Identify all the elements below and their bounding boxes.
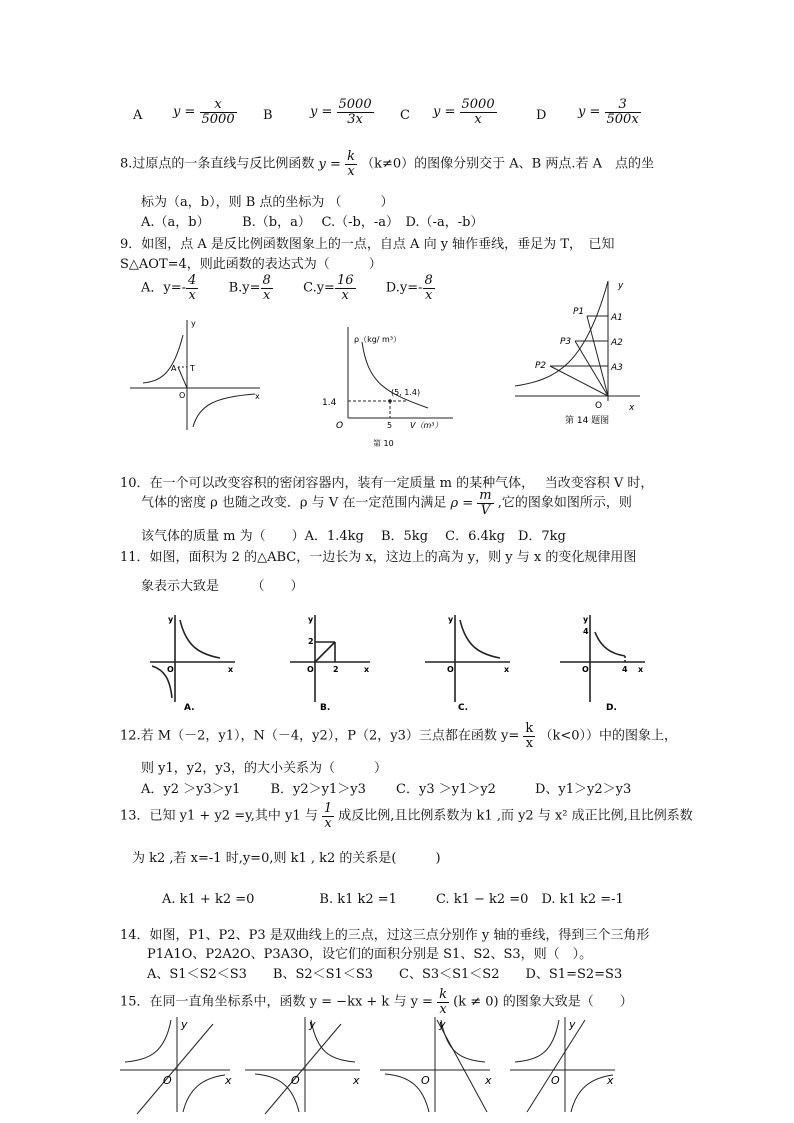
fig14-x-label: x (629, 403, 635, 413)
fig15a-o: O (163, 1074, 172, 1087)
fig14-p2: P2 (535, 361, 547, 371)
fig11d-x: x (638, 665, 644, 674)
figure-11 (140, 610, 650, 715)
fig15b-o: O (291, 1074, 300, 1087)
q7-d-formula: y = $\frac{3}{500x}$ (578, 97, 639, 127)
q7-c-label: C (400, 108, 410, 123)
fig9-origin: O (179, 391, 186, 400)
q7-d-label: D (536, 108, 547, 123)
q10-line3: 该气体的质量 m 为（ ）A．1.4kg B．5kg C．6.4kg D．7kg (141, 529, 566, 544)
q7-c-formula: y = $\frac{5000}{x}$ (433, 97, 495, 127)
fig9-x-label: x (255, 392, 260, 401)
q12-line2: 则 y1，y2，y3，的大小关系为（ ） (141, 761, 387, 776)
fig10-origin: O (336, 421, 344, 431)
q7-options (0, 96, 794, 136)
fig15d-x: x (607, 1074, 614, 1087)
q14-line1: 14．如图，P1、P2、P3 是双曲线上的三点，过这三点分别作 y 轴的垂线，得到三个三角形 (120, 928, 650, 943)
q12-line1: 12.若 M（－2，y1），N（－4，y2），P（2，y3）三点都在函数 y= $\frac{k}{x}$ （k<0））中的图象上， (120, 721, 677, 751)
fig11d-four-x: 4 (622, 665, 628, 674)
fig11d-four-y: 4 (583, 627, 589, 636)
q8-options: A.（a，b） B.（b，a） C.（-b，-a） D.（-a，-b） (141, 215, 484, 230)
figure-14 (505, 276, 655, 426)
fig14-a2: A2 (611, 338, 623, 348)
fig11d-o: O (582, 665, 589, 674)
figure-15 (115, 1012, 615, 1120)
q14-options: A、S1＜S2＜S3 B、S2＜S1＜S3 C、S3＜S1＜S2 D、S1=S2=S3 (147, 967, 623, 982)
q7-a-label: A (133, 108, 143, 123)
fig10-v-label: V（m³） (410, 421, 443, 430)
fig14-a3: A3 (611, 363, 623, 373)
q13-line1: 13．已知 y1 + y2 =y,其中 y1 与 $\frac{1}{x}$ 成反比例,且比例系数为 k1 ,而 y2 与 x² 成正比例,且比例系数 (120, 801, 693, 831)
fig11a-y: y (168, 615, 174, 624)
q7-a-formula: y = $\frac{x}{5000}$ (173, 97, 235, 127)
fig11b-y: y (308, 615, 314, 624)
fig11d-y: y (583, 615, 589, 624)
fig15d-o: O (551, 1074, 560, 1087)
fig15c-o: O (421, 1074, 430, 1087)
fig11a-x: x (228, 665, 234, 674)
fig14-p3: P3 (560, 337, 572, 347)
q13-line2: 为 k2 ,若 x=-1 时,y=0,则 k1 , k2 的关系是( ) (132, 851, 441, 866)
q11-line1: 11．如图，面积为 2 的△ABC，一边长为 x，这边上的高为 y，则 y 与 x 的变化规律用图 (120, 550, 637, 565)
fig14-origin: O (595, 401, 603, 411)
fig9-y-label: y (191, 319, 196, 328)
q9-options: A．y=- $\frac{4}{x}$ B.y= $\frac{8}{x}$ C.y= $\frac{16}{x}$ D.y=- $\frac{8}{x}$ (141, 273, 433, 303)
q7-b-formula: y = $\frac{5000}{3x}$ (310, 97, 372, 127)
fig11a-o: O (167, 665, 174, 674)
q15-line1: 15．在同一直角坐标系中，函数 y = −kx + k 与 y = $\frac{k}{x}$ (k ≠ 0) 的图象大致是（ ） (120, 987, 633, 1017)
fig10-caption: 第 10 (373, 439, 394, 448)
fig11c-x: x (504, 665, 510, 674)
q7-b-label: B (263, 108, 273, 123)
fig11b-two-y: 2 (308, 637, 314, 646)
figure-9 (125, 315, 265, 435)
fig15b-x: x (353, 1074, 360, 1087)
fig11-label-c: C. (458, 703, 469, 713)
fig14-p1: P1 (573, 307, 585, 317)
fig10-point-label: (5, 1.4) (391, 388, 421, 397)
q14-line2: P1A1O、P2A2O、P3A3O，设它们的面积分别是 S1、S2、S3，则（ ）。 (147, 947, 593, 962)
fig11c-o: O (447, 665, 454, 674)
fig11c-y: y (448, 615, 454, 624)
fig11-label-b: B. (320, 703, 331, 713)
fig15b-y: y (309, 1018, 316, 1031)
q9-line1: 9．如图，点 A 是反比例函数图象上的一点，自点 A 向 y 轴作垂线，垂足为 T， 已知 (120, 237, 615, 252)
fig11b-o: O (307, 665, 314, 674)
fig15a-y: y (181, 1018, 188, 1031)
q11-line2: 象表示大致是 （ ） (141, 579, 304, 594)
fig11b-x: x (364, 665, 370, 674)
fig14-y-label: y (618, 281, 624, 291)
fig15a-x: x (225, 1074, 232, 1087)
fig11-label-d: D. (606, 703, 617, 713)
q12-options: A．y2 ＞y3＞y1 B．y2＞y1＞y3 C．y3 ＞y1＞y2 D、y1＞y2＞y3 (141, 782, 632, 797)
fig9-point-t: T (190, 364, 195, 373)
q9-line2: S△AOT=4，则此函数的表达式为（ ） (120, 257, 382, 272)
q10-line1: 10．在一个可以改变容积的密闭容器内，装有一定质量 m 的某种气体， 当改变容积 V 时， (120, 476, 654, 491)
fig15c-y: y (439, 1018, 446, 1031)
q10-line2: 气体的密度 ρ 也随之改变．ρ 与 V 在一定范围内满足 ρ = $\frac{m}{V}$ ,它的图象如图所示，则 (141, 488, 632, 518)
fig15c-x: x (485, 1074, 492, 1087)
fig10-rho-label: ρ（kg/ m³） (354, 335, 402, 344)
fig11-label-a: A. (184, 703, 195, 713)
fig9-point-a: A (171, 364, 177, 373)
fig10-value-1-4: 1.4 (322, 398, 337, 408)
fig14-caption: 第 14 题图 (565, 416, 610, 426)
fig11b-two-x: 2 (333, 665, 339, 674)
fig10-value-5: 5 (387, 421, 393, 430)
fig15d-y: y (569, 1018, 576, 1031)
figure-10 (318, 322, 458, 452)
q8-line2: 标为（a，b），则 B 点的坐标为 （ ） (141, 195, 394, 210)
fig14-a1: A1 (611, 313, 623, 323)
q13-options: A. k1 + k2 =0 B. k1 k2 =1 C. k1 − k2 =0 D. k1 k2 =-1 (162, 892, 624, 907)
q8-line1: 8.过原点的一条直线与反比例函数 y = $\frac{k}{x}$ （k≠0）的图像分别交于 A、B 两点.若 A 点的坐 (120, 149, 654, 179)
